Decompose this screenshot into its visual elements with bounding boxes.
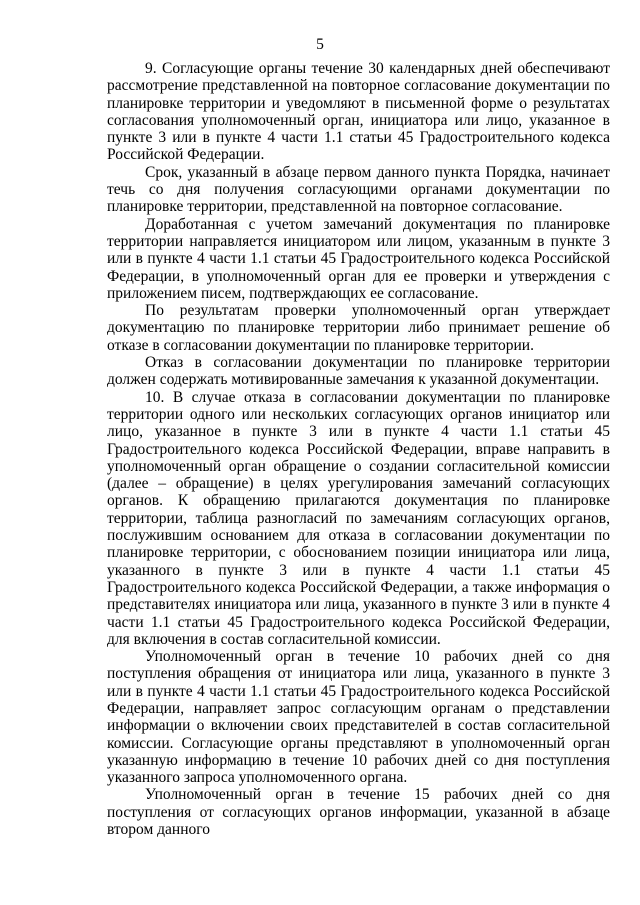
paragraph-term-start: Срок, указанный в абзаце первом данного пункта Порядка, начинает течь со дня получения согласующими органами документации по планировке территории, представленной на повторное согласование. — [107, 163, 610, 216]
paragraph-10: 10. В случае отказа в согласовании документации по планировке территории одного или нескольких согласующих органов инициатор или лицо, указанное в пункте 3 или в пункте 4 части 1.1 статьи 45 Градостроительного кодекса Российской Федерации, вправе направить в уполномоченный орган обращение о создании согласительной комиссии (далее – обращение) в целях урегулирования замечаний согласующих органов. К обращению прилагаются документация по планировке территории, таблица разногласий по замечаниям согласующих органов, послужившим основанием для отказа в согласовании документации по планировке территории, с обоснованием позиции инициатора или лица, указанного в пункте 3 или в пункте 4 части 1.1 статьи 45 Градостроительного кодекса Российской Федерации, а также информация о представителях инициатора или лица, указанного в пункте 3 или в пункте 4 части 1.1 статьи 45 Градостроительного кодекса Российской Федерации, для включения в состав согласительной комиссии. — [107, 388, 610, 648]
paragraph-9: 9. Согласующие органы течение 30 календарных дней обеспечивают рассмотрение представленной на повторное согласование документации по планировке территории и уведомляют в письменной форме о результатах согласования уполномоченный орган, инициатора или лицо, указанное в пункте 3 или в пункте 4 части 1.1 статьи 45 Градостроительного кодекса Российской Федерации. — [107, 60, 610, 164]
paragraph-refusal-reasons: Отказ в согласовании документации по планировке территории должен содержать мотивированные замечания к указанной документации. — [107, 354, 610, 389]
page-number: 5 — [316, 36, 324, 53]
document-body — [107, 60, 610, 838]
paragraph-commission-formation: Уполномоченный орган в течение 15 рабочих дней со дня поступления от согласующих органов информации, указанной в абзаце втором данного — [107, 786, 610, 839]
paragraph-check-results: По результатам проверки уполномоченный орган утверждает документацию по планировке территории либо принимает решение об отказе в согласовании документации по планировке территории. — [107, 302, 610, 354]
paragraph-commission-request: Уполномоченный орган в течение 10 рабочих дней со дня поступления обращения от инициатора или лица, указанного в пункте 3 или в пункте 4 части 1.1 статьи 45 Градостроительного кодекса Российской Федерации, направляет запрос согласующим органам о представлении информации о включении своих представителей в состав согласительной комиссии. Согласующие органы представляют в уполномоченный орган указанную информацию в течение 10 рабочих дней со дня поступления указанного запроса уполномоченного органа. — [107, 648, 610, 787]
paragraph-revised-documentation: Доработанная с учетом замечаний документация по планировке территории направляется инициатором или лицом, указанным в пункте 3 или в пункте 4 части 1.1 статьи 45 Градостроительного кодекса Российской Федерации, в уполномоченный орган для ее проверки и утверждения с приложением писем, подтверждающих ее согласование. — [107, 215, 610, 302]
